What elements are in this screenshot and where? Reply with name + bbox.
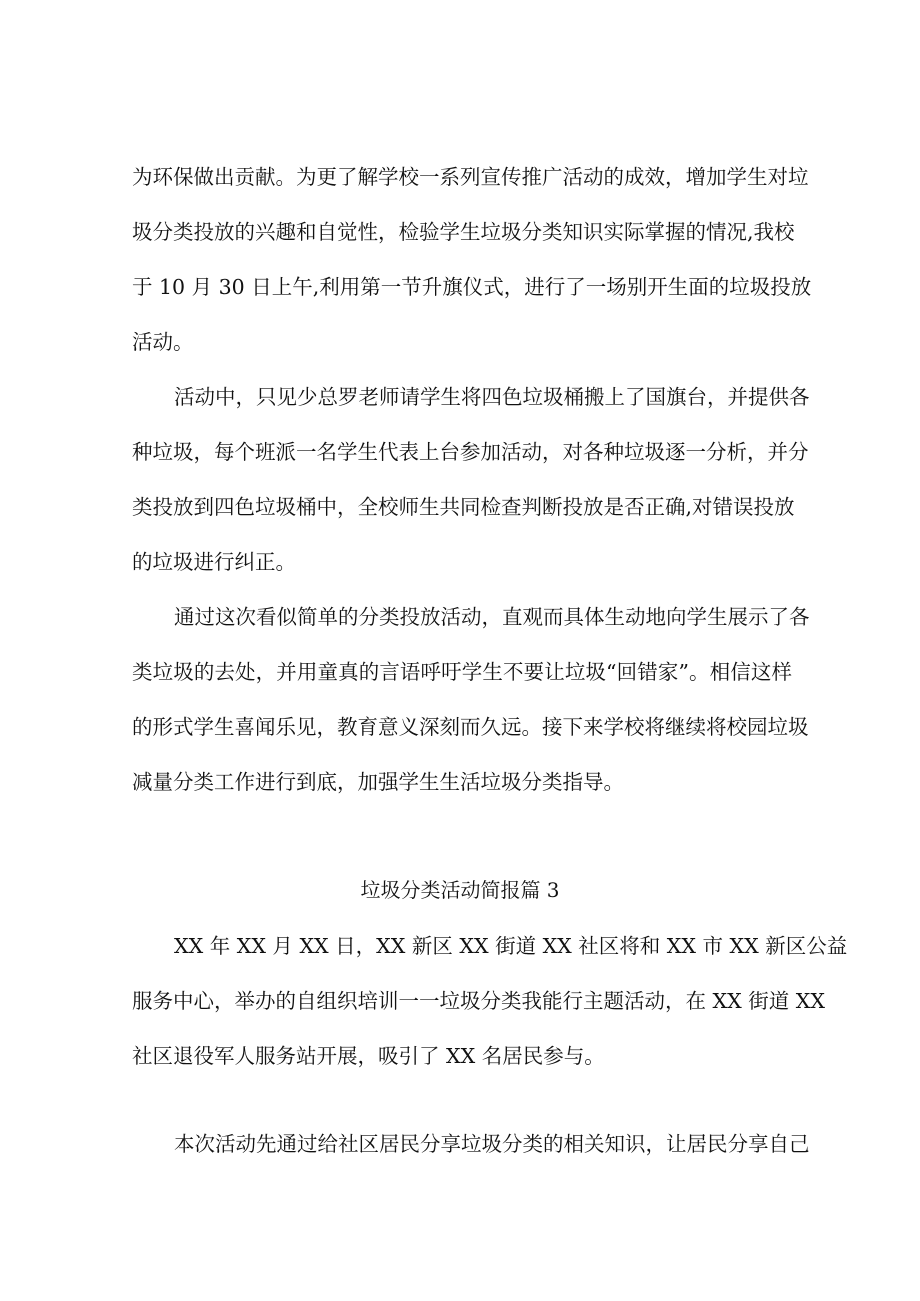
paragraph-1-line-4: 活动。	[132, 330, 194, 354]
paragraph-3-line-2: 类垃圾的去处，并用童真的言语呼吁学生不要让垃圾“回错家”。相信这样	[132, 660, 792, 684]
paragraph-3-line-1: 通过这次看似简单的分类投放活动，直观而具体生动地向学生展示了各	[174, 605, 810, 629]
section-paragraph-2-line-1: 本次活动先通过给社区居民分享垃圾分类的相关知识，让居民分享自己	[174, 1132, 810, 1156]
section-heading: 垃圾分类活动简报篇 3	[360, 878, 560, 902]
paragraph-3-line-4: 减量分类工作进行到底，加强学生生活垃圾分类指导。	[132, 770, 624, 794]
paragraph-1-line-1: 为环保做出贡献。为更了解学校一系列宣传推广活动的成效，增加学生对垃	[132, 165, 809, 189]
paragraph-1-line-3: 于 10 月 30 日上午,利用第一节升旗仪式，进行了一场别开生面的垃圾投放	[132, 275, 812, 299]
paragraph-2-line-1: 活动中，只见少总罗老师请学生将四色垃圾桶搬上了国旗台，并提供各	[174, 385, 810, 409]
section-paragraph-1-line-3: 社区退役军人服务站开展，吸引了 XX 名居民参与。	[132, 1044, 605, 1068]
paragraph-1-line-2: 圾分类投放的兴趣和自觉性，检验学生垃圾分类知识实际掌握的情况,我校	[132, 220, 795, 244]
section-paragraph-1-line-2: 服务中心，举办的自组织培训一一垃圾分类我能行主题活动，在 XX 街道 XX	[132, 989, 825, 1013]
paragraph-2-line-4: 的垃圾进行纠正。	[132, 550, 296, 574]
paragraph-2-line-2: 种垃圾，每个班派一名学生代表上台参加活动，对各种垃圾逐一分析，并分	[132, 440, 809, 464]
paragraph-3-line-3: 的形式学生喜闻乐见，教育意义深刻而久远。接下来学校将继续将校园垃圾	[132, 715, 809, 739]
section-paragraph-1-line-1: XX 年 XX 月 XX 日，XX 新区 XX 街道 XX 社区将和 XX 市 XX 新区公益	[174, 934, 848, 958]
paragraph-2-line-3: 类投放到四色垃圾桶中，全校师生共同检查判断投放是否正确,对错误投放	[132, 495, 795, 519]
